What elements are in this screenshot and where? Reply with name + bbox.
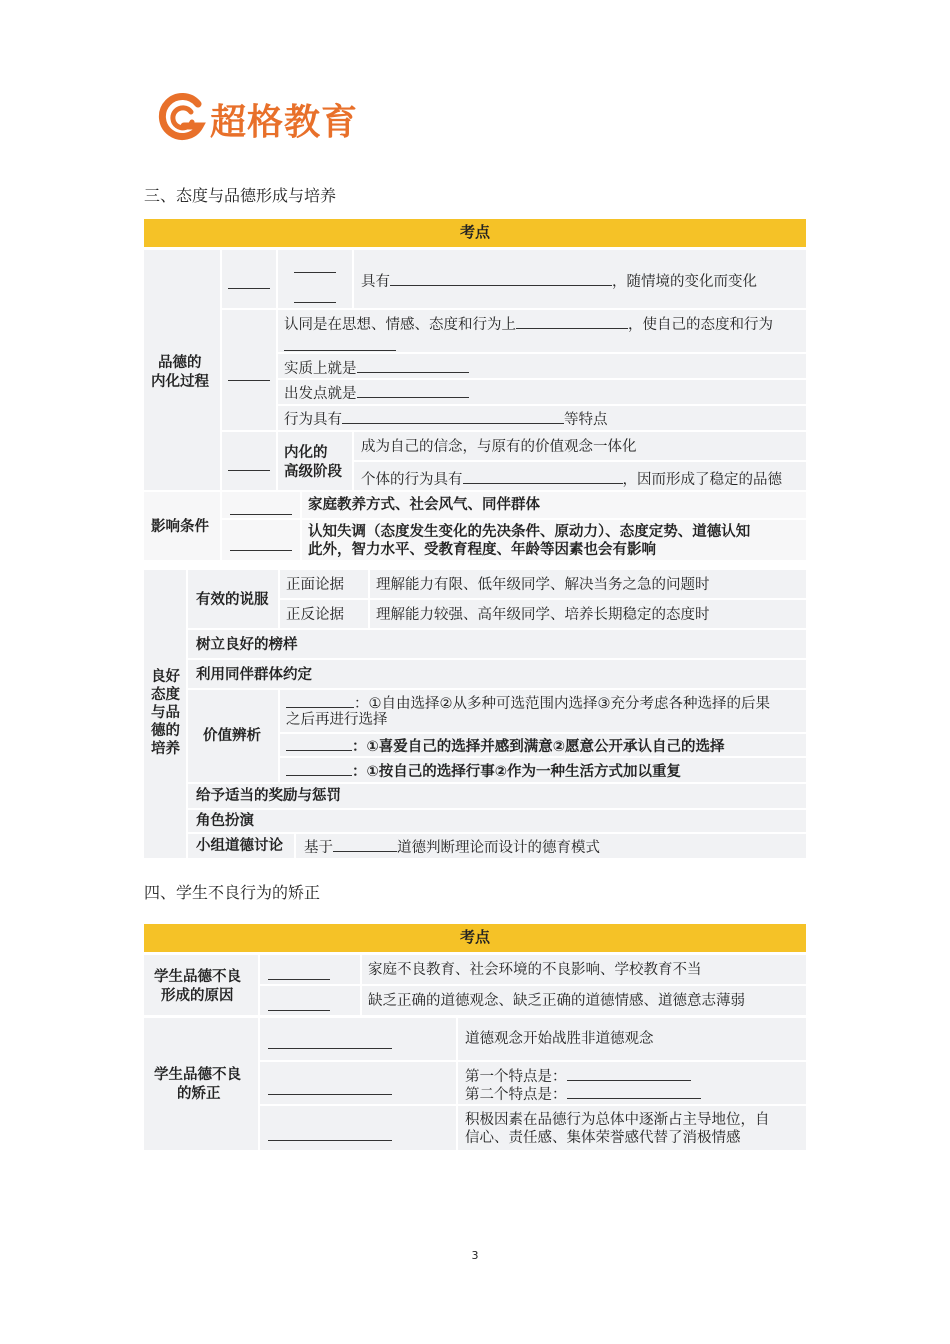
values-r2: ：①喜爱自己的选择并感到满意②愿意公开承认自己的选择	[286, 736, 725, 756]
correction-stage1-desc: 道德观念开始战胜非道德观念	[465, 1031, 654, 1047]
external-condition-desc-cell	[302, 492, 806, 518]
values-cell	[188, 690, 278, 782]
correction-stage1-desc-cell	[458, 1018, 806, 1060]
cultivation-label-5: 培养	[151, 741, 180, 757]
cause1-blank-cell	[260, 955, 360, 984]
behavior-prefix: 行为具有	[284, 412, 342, 428]
blank	[230, 536, 292, 551]
causes-label-2: 形成的原因	[161, 988, 234, 1004]
cultivation-label-1: 良好	[151, 669, 180, 685]
correction-stage3-line1: 积极因素在品德行为总体中逐渐占主导地位，自	[465, 1112, 770, 1128]
blank	[294, 288, 336, 303]
compliance-desc: 具有 ，随情境的变化而变化	[361, 271, 757, 291]
conditions-label: 影响条件	[151, 519, 209, 535]
peer-label: 利用同伴群体约定	[196, 667, 312, 683]
high-stage-label-2: 高级阶段	[284, 464, 342, 480]
cause2-desc: 缺乏正确的道德观念、缺乏正确的道德情感、道德意志薄弱	[368, 993, 745, 1009]
internal-condition-line2: 此外，智力水平、受教育程度、年龄等因素也会有影响	[308, 542, 656, 558]
cultivation-label-3: 与品	[151, 705, 180, 721]
values-r1-line2: 之后再进行选择	[286, 712, 388, 728]
causes-label-1: 学生品德不良	[154, 969, 241, 985]
blank	[268, 965, 330, 980]
compliance-desc-cell	[354, 250, 806, 308]
role-play-label: 角色扮演	[196, 813, 254, 829]
internalization-label-cell	[144, 250, 220, 490]
correction-label-cell	[144, 1018, 258, 1150]
essence-cell	[278, 354, 806, 378]
cause2-cell	[362, 986, 806, 1015]
blank	[268, 1080, 392, 1095]
both-sides-cell	[280, 600, 368, 628]
section3-title: 三、态度与品德形成与培养	[144, 186, 337, 205]
values-r1-cell	[280, 690, 806, 732]
values-r3: ：①按自己的选择行事②作为一种生活方式加以重复	[286, 761, 681, 781]
role-model-label: 树立良好的榜样	[196, 637, 298, 653]
correction-stage3-cell	[260, 1106, 456, 1150]
cause2-blank-cell	[260, 986, 360, 1015]
blank	[230, 500, 292, 515]
compliance-sub-cell	[278, 250, 352, 308]
high-stage-label-cell	[278, 432, 352, 490]
conditions-label-cell	[144, 492, 220, 560]
positive-desc-cell	[370, 570, 806, 598]
correction-feature-2: 第二个特点是：	[465, 1084, 701, 1104]
positive-label: 正面论据	[286, 577, 344, 593]
peer-cell	[188, 660, 806, 688]
cultivation-label-cell	[144, 570, 186, 858]
reward-cell	[188, 784, 806, 808]
values-r2-cell	[280, 734, 806, 756]
behavior-cell	[278, 406, 806, 430]
high-stage-r1-cell	[354, 432, 806, 460]
correction-stage3-line2: 信心、责任感、集体荣誉感代替了消极情感	[465, 1130, 741, 1146]
cause1-desc: 家庭不良教育、社会环境的不良影响、学校教育不当	[368, 962, 702, 978]
internal-condition-cell	[222, 520, 300, 560]
discussion-label: 小组道德讨论	[196, 838, 283, 854]
correction-stage2-desc-cell	[458, 1062, 806, 1104]
values-r3-cell	[280, 758, 806, 782]
blank	[294, 258, 336, 273]
identification-cell	[222, 310, 276, 430]
starting-point-label: 出发点就是	[284, 386, 357, 402]
external-condition-desc: 家庭教养方式、社会风气、同伴群体	[308, 497, 540, 513]
correction-feature-1: 第一个特点是：	[465, 1066, 691, 1086]
correction-stage3-desc-cell	[458, 1106, 806, 1150]
blank	[228, 366, 270, 381]
correction-stage1-cell	[260, 1018, 456, 1060]
both-sides-desc-cell	[370, 600, 806, 628]
discussion-desc: 基于 道德判断理论而设计的德育模式	[304, 837, 600, 857]
cause1-cell	[362, 955, 806, 984]
correction-label-2: 的矫正	[177, 1086, 221, 1102]
identification-desc: 认同是在思想、情感、态度和行为上 ，使自己的态度和行为	[284, 314, 773, 334]
section4-header: 考点	[144, 924, 806, 952]
blank	[268, 1126, 392, 1141]
compliance-cell	[222, 250, 276, 308]
high-stage-r2-cell	[354, 462, 806, 490]
role-play-cell	[188, 810, 806, 832]
values-r1-line1: ：①自由选择②从多种可选范围内选择③充分考虑各种选择的后果	[286, 693, 770, 713]
blank	[228, 274, 270, 289]
internal-condition-desc-cell	[302, 520, 806, 560]
behavior-suffix: 等特点	[564, 412, 608, 428]
cultivation-label-4: 德的	[151, 723, 180, 739]
reward-label: 给予适当的奖励与惩罚	[196, 788, 341, 804]
page-number: 3	[471, 1249, 479, 1262]
positive-desc: 理解能力有限、低年级同学、解决当务之急的问题时	[376, 577, 710, 593]
internalization-label-2: 内化过程	[151, 374, 209, 390]
causes-label-cell	[144, 955, 258, 1015]
section4-title: 四、学生不良行为的矫正	[144, 883, 321, 902]
discussion-desc-cell	[296, 834, 806, 858]
essence-label: 实质上就是	[284, 361, 357, 377]
high-stage-r1: 成为自己的信念，与原有的价值观念一体化	[361, 439, 637, 455]
correction-label-1: 学生品德不良	[154, 1067, 241, 1083]
role-model-cell	[188, 630, 806, 658]
discussion-cell	[188, 834, 294, 858]
high-stage-r2: 个体的行为具有 ，因而形成了稳定的品德	[361, 469, 782, 489]
blank	[228, 456, 270, 471]
blank	[268, 996, 330, 1011]
internalization-label-1: 品德的	[158, 355, 202, 371]
persuasion-label: 有效的说服	[196, 592, 269, 608]
high-stage-label-1: 内化的	[284, 445, 328, 461]
cultivation-label-2: 态度	[151, 687, 180, 703]
both-sides-desc: 理解能力较强、高年级同学、培养长期稳定的态度时	[376, 607, 710, 623]
brand-logo	[158, 92, 388, 146]
internalization-high-cell	[222, 432, 276, 490]
values-label: 价值辨析	[203, 728, 261, 744]
external-condition-cell	[222, 492, 300, 518]
internal-condition-line1: 认知失调（态度发生变化的先决条件、原动力）、态度定势、道德认知	[308, 524, 751, 540]
both-sides-label: 正反论据	[286, 607, 344, 623]
positive-cell	[280, 570, 368, 598]
blank	[284, 336, 396, 351]
section3-header: 考点	[144, 219, 806, 247]
blank	[268, 1034, 392, 1049]
persuasion-cell	[188, 570, 278, 628]
starting-point-cell	[278, 380, 806, 404]
correction-stage2-cell	[260, 1062, 456, 1104]
brand-name: 超格教育	[210, 102, 359, 143]
identification-desc-cell	[278, 310, 806, 352]
logo-g-icon	[158, 92, 206, 142]
